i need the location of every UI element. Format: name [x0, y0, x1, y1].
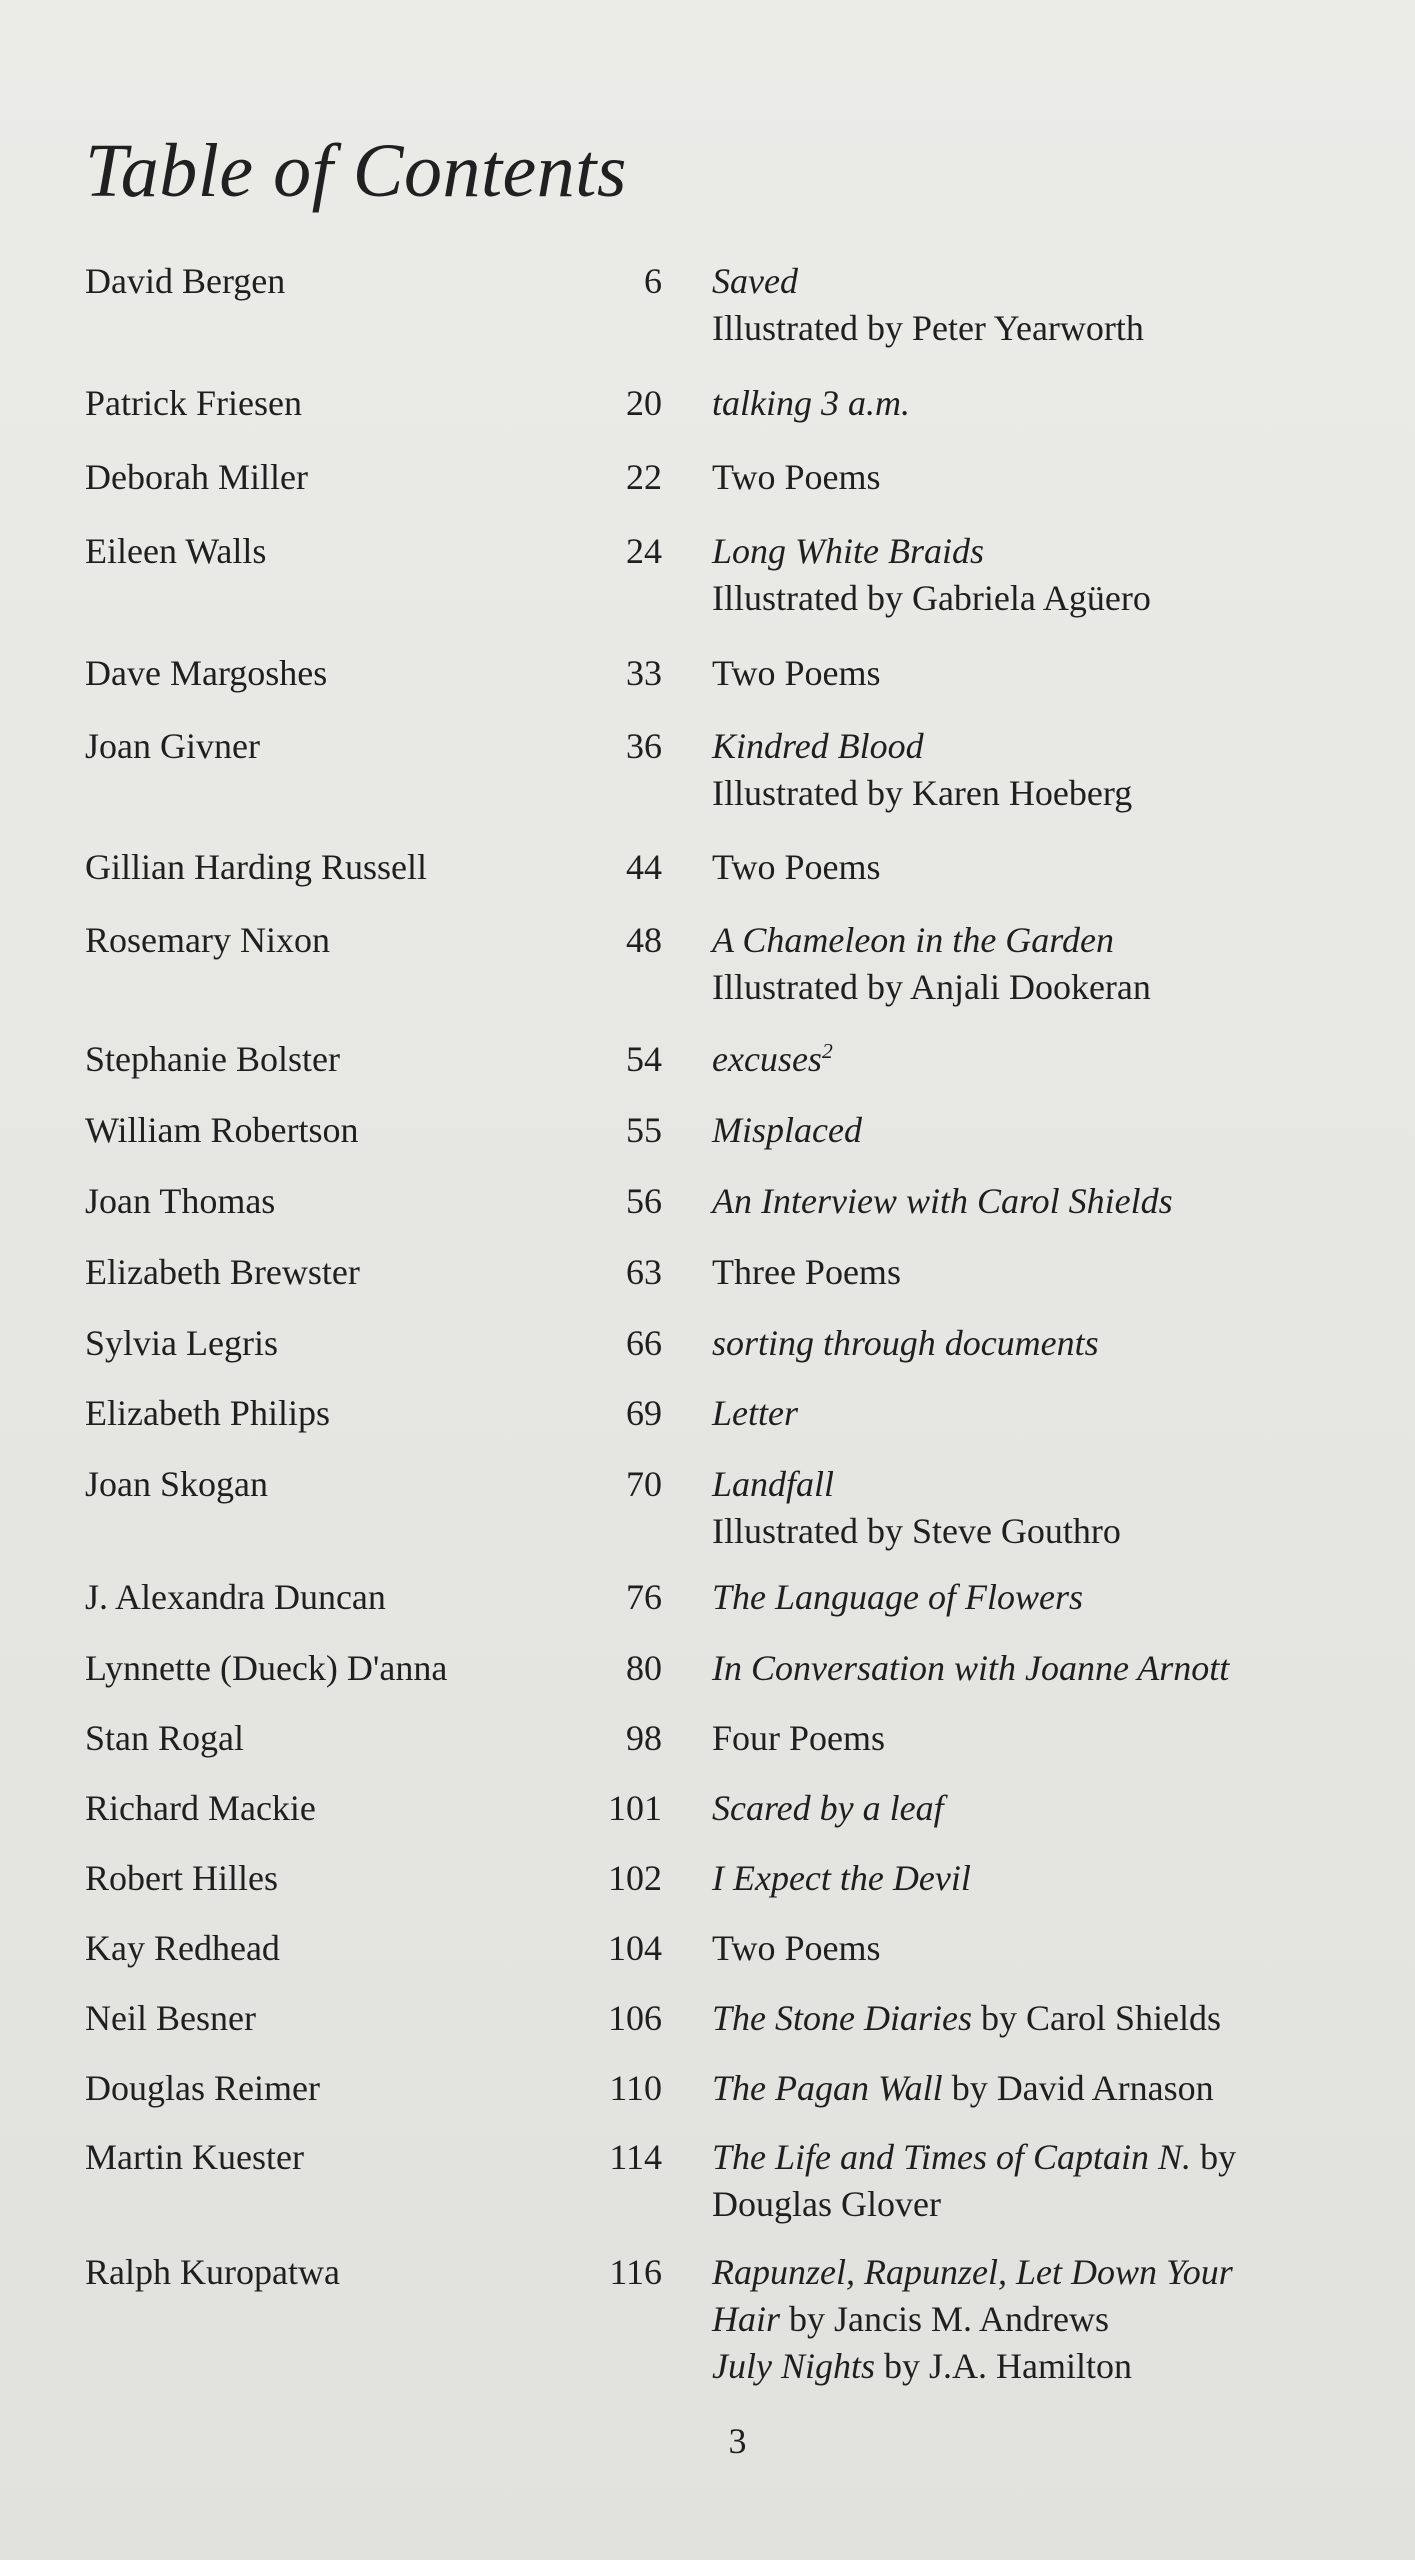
toc-author: Richard Mackie — [85, 1788, 316, 1828]
toc-page-number: 20 — [626, 383, 662, 423]
toc-work-title: Scared by a leaf — [712, 1788, 944, 1828]
toc-author: Kay Redhead — [85, 1928, 280, 1968]
toc-author: Joan Skogan — [85, 1464, 268, 1504]
toc-author: Robert Hilles — [85, 1858, 278, 1898]
toc-work-title: Two Poems — [712, 847, 881, 887]
superscript: 2 — [821, 1039, 833, 1063]
toc-author: Douglas Reimer — [85, 2068, 320, 2108]
toc-author: Elizabeth Brewster — [85, 1252, 360, 1292]
toc-work-title: Misplaced — [712, 1110, 862, 1150]
toc-author: Ralph Kuropatwa — [85, 2252, 340, 2292]
book-author: by J.A. Hamilton — [874, 2346, 1132, 2386]
book-title: The Pagan Wall — [712, 2068, 943, 2108]
toc-work — [712, 2134, 1352, 2228]
toc-work — [712, 380, 1352, 427]
toc-page-number: 44 — [626, 847, 662, 887]
toc-work-illustrator: Illustrated by Peter Yearworth — [712, 308, 1144, 348]
toc-page-number: 24 — [626, 531, 662, 571]
toc-work-title — [712, 2343, 1352, 2390]
toc-page-number: 70 — [626, 1464, 662, 1504]
toc-author: Joan Givner — [85, 726, 260, 766]
toc-author: Elizabeth Philips — [85, 1393, 330, 1433]
toc-page-number: 110 — [609, 2068, 662, 2108]
toc-work — [712, 1574, 1352, 1621]
toc-work — [712, 723, 1352, 817]
toc-author: Stan Rogal — [85, 1718, 244, 1758]
toc-author: Lynnette (Dueck) D'anna — [85, 1648, 448, 1688]
toc-work — [712, 1855, 1352, 1902]
toc-author: David Bergen — [85, 261, 286, 301]
toc-work — [712, 650, 1352, 697]
toc-work — [712, 1925, 1352, 1972]
toc-work — [712, 2249, 1352, 2390]
toc-work-title: Two Poems — [712, 653, 881, 693]
toc-work — [712, 1785, 1352, 1832]
book-author: by Carol Shields — [971, 1998, 1221, 2038]
toc-work — [712, 1461, 1352, 1555]
page-title: Table of Contents — [85, 129, 627, 213]
toc-page-number: 54 — [626, 1039, 662, 1079]
toc-work-title: Landfall — [712, 1464, 835, 1504]
toc-work-title: A Chameleon in the Garden — [712, 920, 1114, 960]
toc-work-title: Three Poems — [712, 1252, 901, 1292]
toc-author: Deborah Miller — [85, 457, 308, 497]
toc-page-number: 101 — [608, 1788, 662, 1828]
toc-page-number: 80 — [626, 1648, 662, 1688]
toc-work — [712, 1320, 1352, 1367]
toc-author: Neil Besner — [85, 1998, 256, 2038]
toc-work-illustrator: Illustrated by Steve Gouthro — [712, 1511, 1121, 1551]
book-author: by — [1191, 2137, 1237, 2177]
toc-work-title: Saved — [712, 261, 798, 301]
toc-page-number: 33 — [626, 653, 662, 693]
toc-work-title: talking 3 a.m. — [712, 383, 910, 423]
book-title: July Nights — [712, 2346, 875, 2386]
toc-work — [712, 1995, 1352, 2042]
toc-work — [712, 1645, 1352, 1692]
toc-work — [712, 454, 1352, 501]
toc-page-number: 102 — [608, 1858, 662, 1898]
toc-author: Stephanie Bolster — [85, 1039, 340, 1079]
toc-work — [712, 844, 1352, 891]
page-number-footer: 3 — [728, 2421, 747, 2461]
toc-page-number: 104 — [608, 1928, 662, 1968]
toc-work-title: Two Poems — [712, 1928, 881, 1968]
book-author-continued: Douglas Glover — [712, 2184, 941, 2224]
toc-work — [712, 1178, 1352, 1225]
toc-work-title: Two Poems — [712, 457, 881, 497]
toc-author: Sylvia Legris — [85, 1323, 278, 1363]
toc-author: Dave Margoshes — [85, 653, 328, 693]
toc-page-number: 6 — [644, 261, 662, 301]
toc-work-title: I Expect the Devil — [712, 1858, 971, 1898]
toc-work-title-text: excuses — [712, 1039, 822, 1079]
toc-work-title: In Conversation with Joanne Arnott — [712, 1648, 1230, 1688]
toc-page-number: 76 — [626, 1577, 662, 1617]
toc-author: Martin Kuester — [85, 2137, 304, 2177]
toc-work-title — [712, 2296, 1352, 2343]
toc-page-number: 22 — [626, 457, 662, 497]
toc-page-number: 106 — [608, 1998, 662, 2038]
toc-work-illustrator: Illustrated by Anjali Dookeran — [712, 967, 1151, 1007]
toc-page-number: 116 — [609, 2252, 662, 2292]
toc-author: Gillian Harding Russell — [85, 847, 427, 887]
toc-work-title — [712, 1995, 1352, 2042]
toc-work-title: sorting through documents — [712, 1323, 1099, 1363]
toc-page-number: 69 — [626, 1393, 662, 1433]
toc-work — [712, 258, 1352, 352]
toc-author: Eileen Walls — [85, 531, 267, 571]
toc-work-title: The Language of Flowers — [712, 1577, 1084, 1617]
toc-work-illustrator: Illustrated by Gabriela Agüero — [712, 578, 1151, 618]
toc-work — [712, 1107, 1352, 1154]
toc-page-number: 63 — [626, 1252, 662, 1292]
book-title: Hair — [712, 2299, 781, 2339]
toc-work-illustrator: Illustrated by Karen Hoeberg — [712, 773, 1133, 813]
book-title: The Stone Diaries — [712, 1998, 972, 2038]
toc-work-title: An Interview with Carol Shields — [712, 1181, 1173, 1221]
toc-page-number: 36 — [626, 726, 662, 766]
toc-work — [712, 2065, 1352, 2112]
toc-work — [712, 1036, 1352, 1083]
book-title: Rapunzel, Rapunzel, Let Down Your — [712, 2252, 1233, 2292]
toc-work — [712, 1715, 1352, 1762]
toc-work-title: Four Poems — [712, 1718, 886, 1758]
toc-page-number: 66 — [626, 1323, 662, 1363]
toc-page-number: 114 — [609, 2137, 662, 2177]
toc-page-number: 56 — [626, 1181, 662, 1221]
toc-work-title — [712, 2065, 1352, 2112]
toc-work — [712, 917, 1352, 1011]
toc-author: Joan Thomas — [85, 1181, 276, 1221]
toc-page-number: 98 — [626, 1718, 662, 1758]
book-author: by Jancis M. Andrews — [780, 2299, 1109, 2339]
toc-work-title: Letter — [712, 1393, 798, 1433]
toc-author: William Robertson — [85, 1110, 359, 1150]
toc-author: Patrick Friesen — [85, 383, 302, 423]
toc-work — [712, 528, 1352, 622]
book-title: The Life and Times of Captain N. — [712, 2137, 1192, 2177]
toc-work-title: Kindred Blood — [712, 726, 924, 766]
toc-page-number: 48 — [626, 920, 662, 960]
toc-author: Rosemary Nixon — [85, 920, 330, 960]
toc-work — [712, 1249, 1352, 1296]
toc-work — [712, 1390, 1352, 1437]
toc-page-number: 55 — [626, 1110, 662, 1150]
toc-work-title: Long White Braids — [712, 531, 985, 571]
book-author: by David Arnason — [942, 2068, 1214, 2108]
toc-work-title — [712, 1036, 1352, 1083]
toc-work-title — [712, 2134, 1352, 2181]
toc-author: J. Alexandra Duncan — [85, 1577, 386, 1617]
